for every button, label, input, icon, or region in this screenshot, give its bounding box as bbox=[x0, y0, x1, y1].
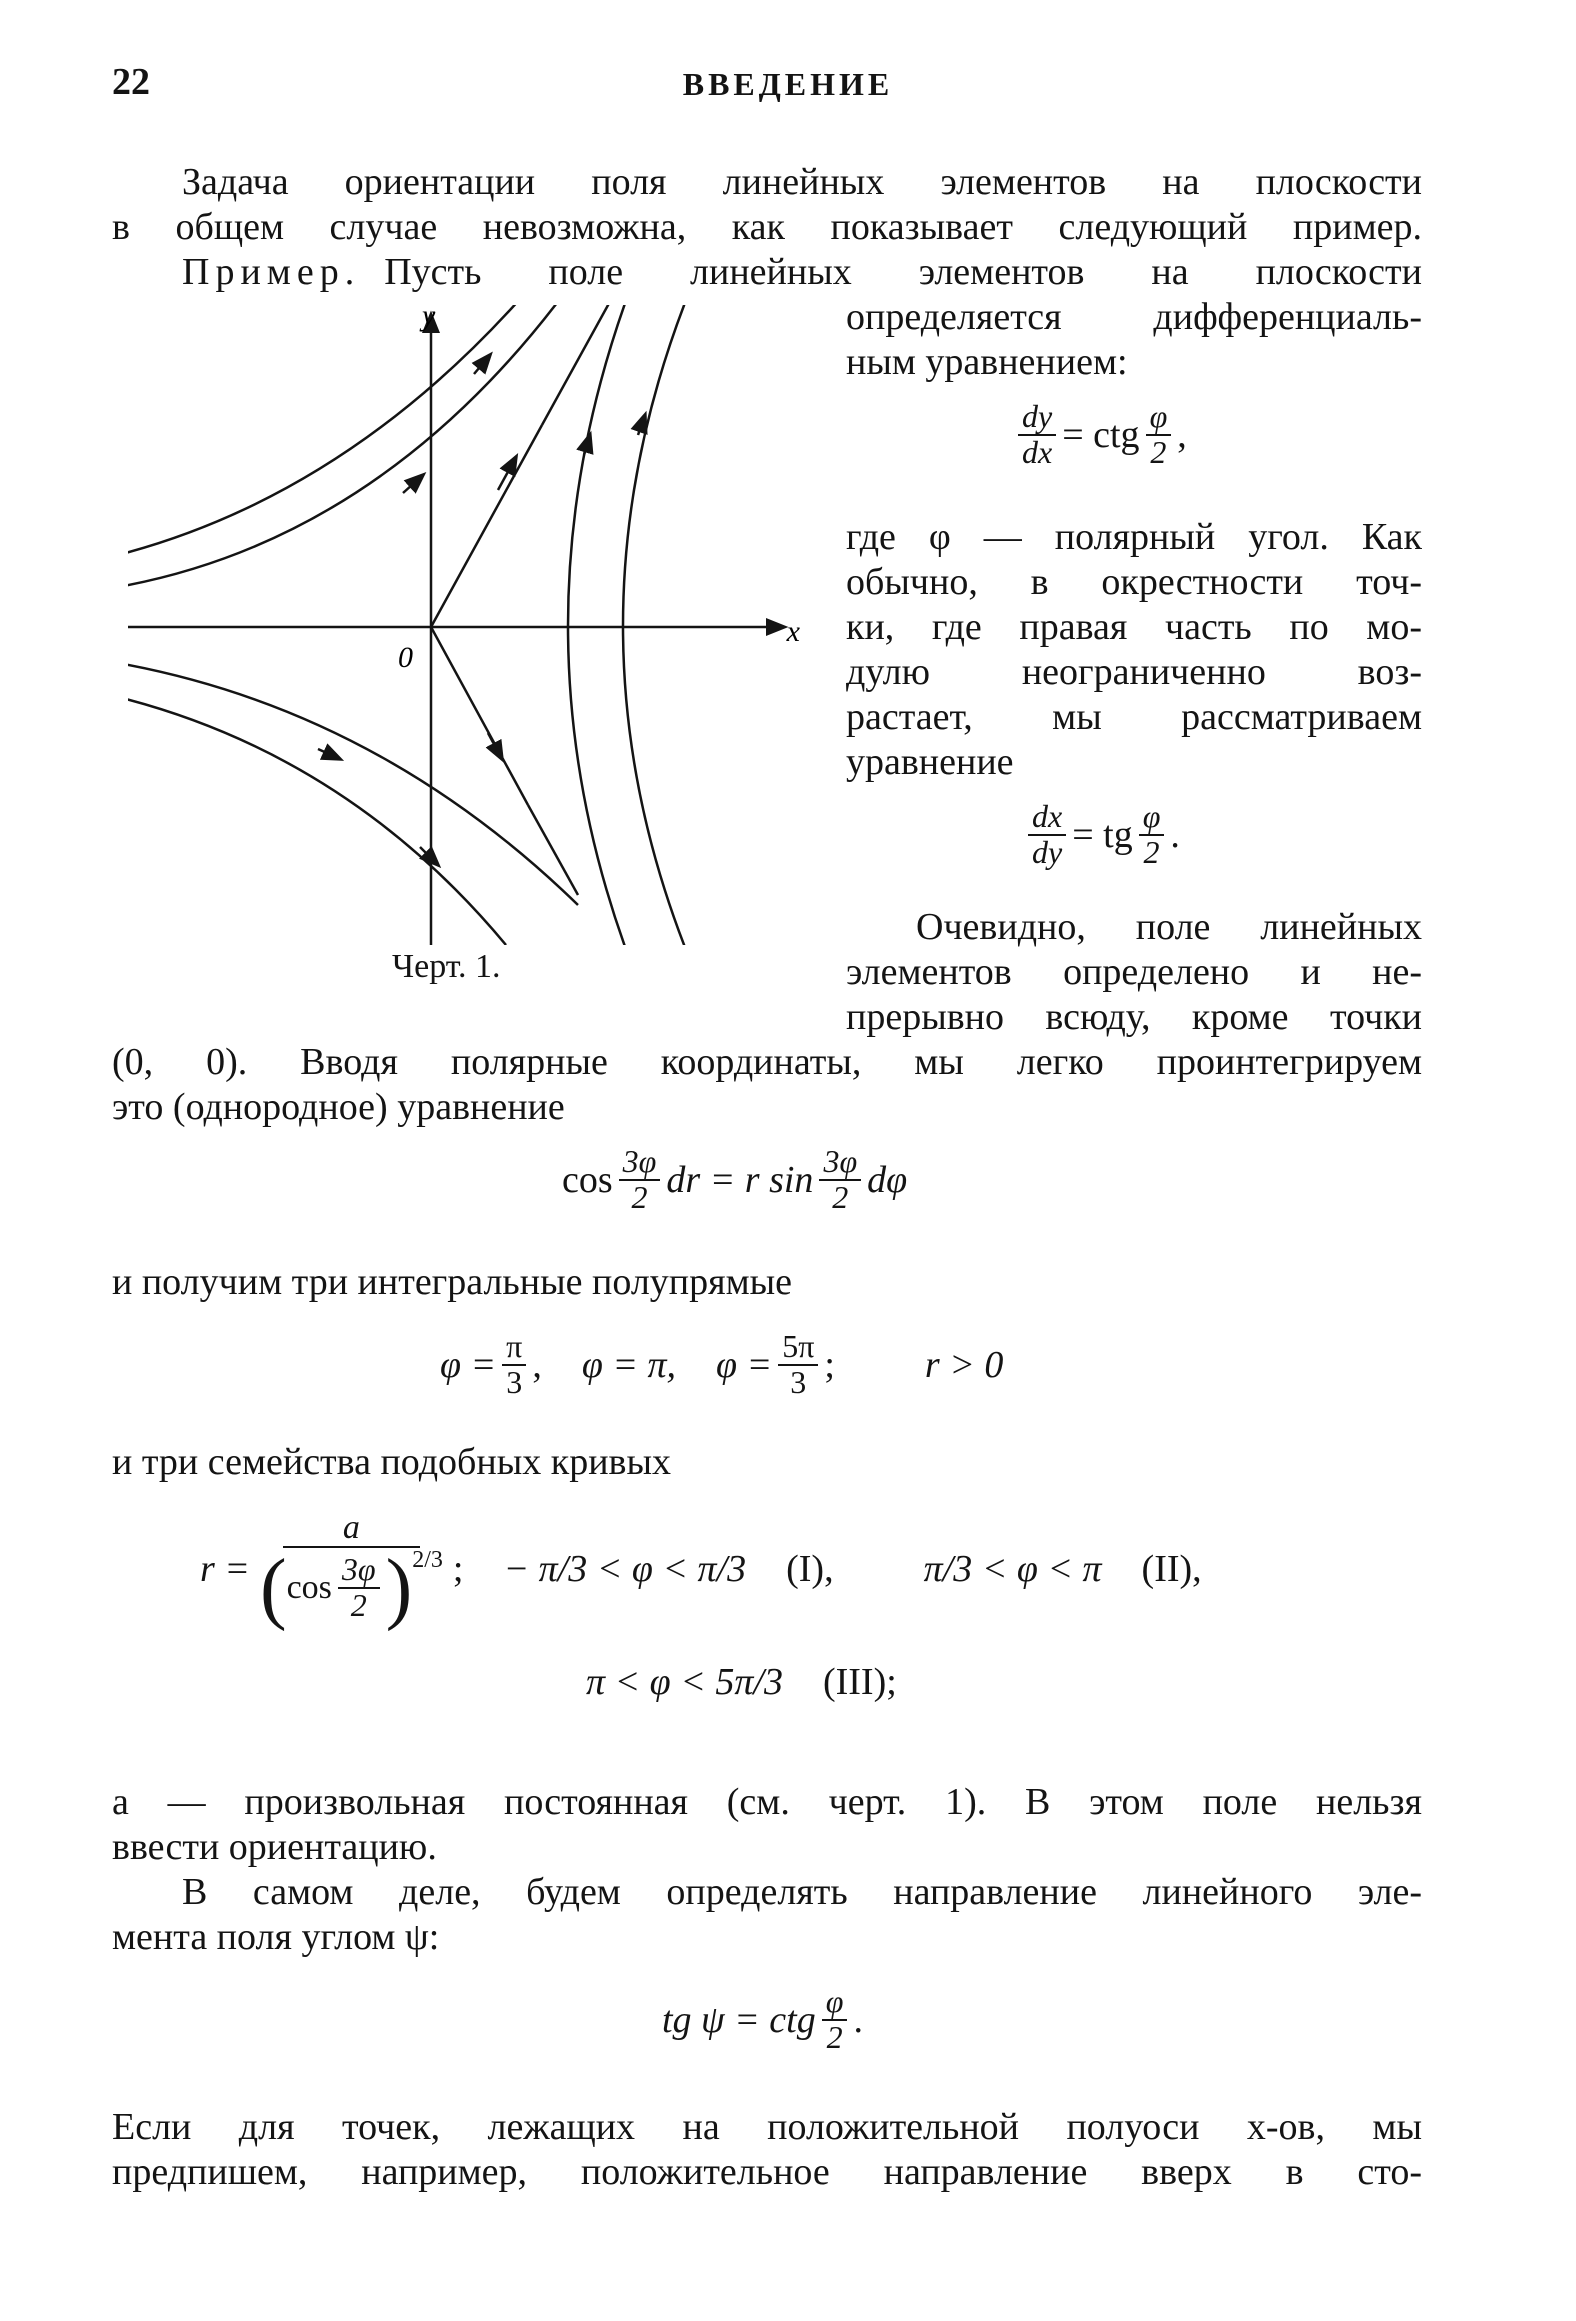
denominator: 2 bbox=[350, 1586, 367, 1623]
arrow-marker bbox=[318, 749, 340, 759]
curve-family-upper-2 bbox=[128, 305, 528, 555]
text-line: Если для точек, лежащих на положительной полуоси x-ов, мы bbox=[112, 2106, 1422, 2148]
denominator: 2 bbox=[631, 1178, 648, 1215]
equation-text: φ = bbox=[440, 1343, 497, 1386]
text-line: предпишем, например, положительное направление вверх в сто- bbox=[112, 2151, 1422, 2193]
figure-caption: Черт. 1. bbox=[392, 948, 501, 985]
text-line: дулю неограниченно воз- bbox=[846, 651, 1422, 693]
curve-family-right-2 bbox=[623, 305, 688, 945]
half-line-pi-3 bbox=[431, 425, 542, 627]
numerator: φ bbox=[1139, 800, 1165, 836]
equation-text: r = bbox=[200, 1547, 250, 1590]
curve-family-lower-1 bbox=[128, 663, 578, 905]
denominator: 2 bbox=[832, 1178, 849, 1215]
curve-family-upper-1 bbox=[128, 305, 563, 587]
text-line: ным уравнением: bbox=[846, 341, 1128, 383]
text-line: В самом деле, будем определять направление линейного эле- bbox=[182, 1871, 1422, 1913]
exponent: 2/3 bbox=[412, 1546, 443, 1573]
equation-text: dr = r sin bbox=[666, 1158, 814, 1201]
denominator: 3 bbox=[506, 1363, 523, 1400]
equation-text: . bbox=[853, 1998, 863, 2041]
equation-text: tg ψ = ctg bbox=[662, 1998, 816, 2041]
text-line: мента поля углом ψ: bbox=[112, 1916, 440, 1958]
text-line: определяется дифференциаль- bbox=[846, 296, 1422, 338]
numerator: 3φ bbox=[619, 1145, 661, 1181]
equation-text: , bbox=[1177, 413, 1187, 456]
equation-label: (III); bbox=[822, 1661, 897, 1703]
text-line: прерывно всюду, кроме точки bbox=[846, 996, 1422, 1038]
equation-text: . bbox=[1170, 813, 1180, 856]
numerator: dx bbox=[1028, 800, 1066, 836]
curve-family-right-1 bbox=[568, 305, 628, 945]
equation-curve-family-3 bbox=[586, 1660, 897, 1704]
origin-label: 0 bbox=[398, 641, 413, 674]
equation-text: π < φ < 5π/3 bbox=[586, 1661, 783, 1703]
example-label: Пример. bbox=[182, 251, 361, 293]
text-line: элементов определено и не- bbox=[846, 951, 1422, 993]
equation-half-lines bbox=[440, 1330, 1003, 1399]
denominator: dx bbox=[1022, 433, 1053, 470]
equation-text: ; bbox=[824, 1343, 835, 1386]
text-line: обычно, в окрестности точ- bbox=[846, 561, 1422, 603]
arrow-marker bbox=[403, 475, 423, 493]
equation-text: − π/3 < φ < π/3 bbox=[503, 1547, 747, 1590]
equation-psi bbox=[662, 1985, 863, 2054]
equation-text: = tg bbox=[1072, 813, 1133, 856]
text-line: a — произвольная постоянная (см. черт. 1). В этом поле нельзя bbox=[112, 1781, 1422, 1823]
equation-label: (II), bbox=[1141, 1547, 1202, 1590]
denominator: 2 bbox=[826, 2018, 843, 2055]
text-line: растает, мы рассматриваем bbox=[846, 696, 1422, 738]
x-axis-label: x bbox=[786, 615, 800, 648]
equation-text: φ = bbox=[716, 1343, 773, 1386]
text-line: ки, где правая часть по мо- bbox=[846, 606, 1422, 648]
denominator: dy bbox=[1032, 833, 1063, 870]
figure-integral-curves bbox=[128, 305, 808, 945]
text-line: Задача ориентации поля линейных элементов на плоскости bbox=[182, 161, 1422, 203]
equation-text: cos bbox=[286, 1568, 332, 1606]
text-line: в общем случае невозможна, как показывает следующий пример. bbox=[112, 206, 1422, 248]
equation-text: = ctg bbox=[1062, 413, 1140, 456]
equation-text: dφ bbox=[867, 1158, 908, 1201]
denominator: 3 bbox=[790, 1363, 807, 1400]
equation-text: , bbox=[532, 1343, 542, 1386]
y-axis-label: y bbox=[422, 305, 436, 332]
equation-text: r > 0 bbox=[924, 1343, 1004, 1386]
numerator: a bbox=[283, 1510, 420, 1548]
arrow-marker bbox=[420, 847, 438, 865]
paren-close: ) bbox=[385, 1543, 413, 1632]
paren-open: ( bbox=[259, 1543, 287, 1632]
page-number: 22 bbox=[112, 61, 150, 103]
arrow-marker bbox=[498, 457, 516, 490]
equation-text: π/3 < φ < π bbox=[923, 1547, 1102, 1590]
denominator: 2 bbox=[1143, 833, 1160, 870]
text-line: и получим три интегральные полупрямые bbox=[112, 1261, 793, 1303]
denominator bbox=[256, 1543, 447, 1632]
text-line: где φ — полярный угол. Как bbox=[846, 516, 1422, 558]
equation-text: φ = π, bbox=[581, 1343, 677, 1386]
numerator: dy bbox=[1018, 400, 1056, 436]
equation-text: ; bbox=[452, 1547, 464, 1590]
arrow-marker bbox=[474, 355, 490, 374]
equation-dy-dx bbox=[1012, 400, 1187, 469]
numerator: 3φ bbox=[338, 1553, 380, 1589]
text-line: уравнение bbox=[846, 741, 1014, 783]
running-title: ВВЕДЕНИЕ bbox=[682, 66, 894, 102]
text-line: ввести ориентацию. bbox=[112, 1826, 437, 1868]
numerator: 3φ bbox=[819, 1145, 861, 1181]
text-line: это (однородное) уравнение bbox=[112, 1086, 565, 1128]
text-line: и три семейства подобных кривых bbox=[112, 1441, 672, 1483]
text-fragment: Пусть поле линейных элементов на плоскости bbox=[384, 251, 1422, 293]
curve-family-lower-2 bbox=[128, 697, 506, 945]
text-line: (0, 0). Вводя полярные координаты, мы легко проинтегрируем bbox=[112, 1041, 1422, 1083]
equation-dx-dy bbox=[1022, 800, 1180, 869]
equation-text: cos bbox=[562, 1158, 613, 1201]
numerator: 5π bbox=[778, 1330, 818, 1366]
denominator: 2 bbox=[1150, 433, 1167, 470]
text-line: Очевидно, поле линейных bbox=[916, 906, 1422, 948]
arrow-marker bbox=[638, 415, 645, 435]
numerator: π bbox=[502, 1330, 526, 1366]
arrow-marker bbox=[488, 733, 502, 759]
numerator: φ bbox=[822, 1985, 848, 2021]
half-line-5pi-3 bbox=[431, 627, 528, 805]
numerator: φ bbox=[1146, 400, 1172, 436]
equation-curve-families bbox=[200, 1509, 1202, 1632]
equation-label: (I), bbox=[786, 1547, 834, 1590]
text-line bbox=[182, 250, 1422, 294]
equation-homogeneous bbox=[562, 1145, 907, 1214]
